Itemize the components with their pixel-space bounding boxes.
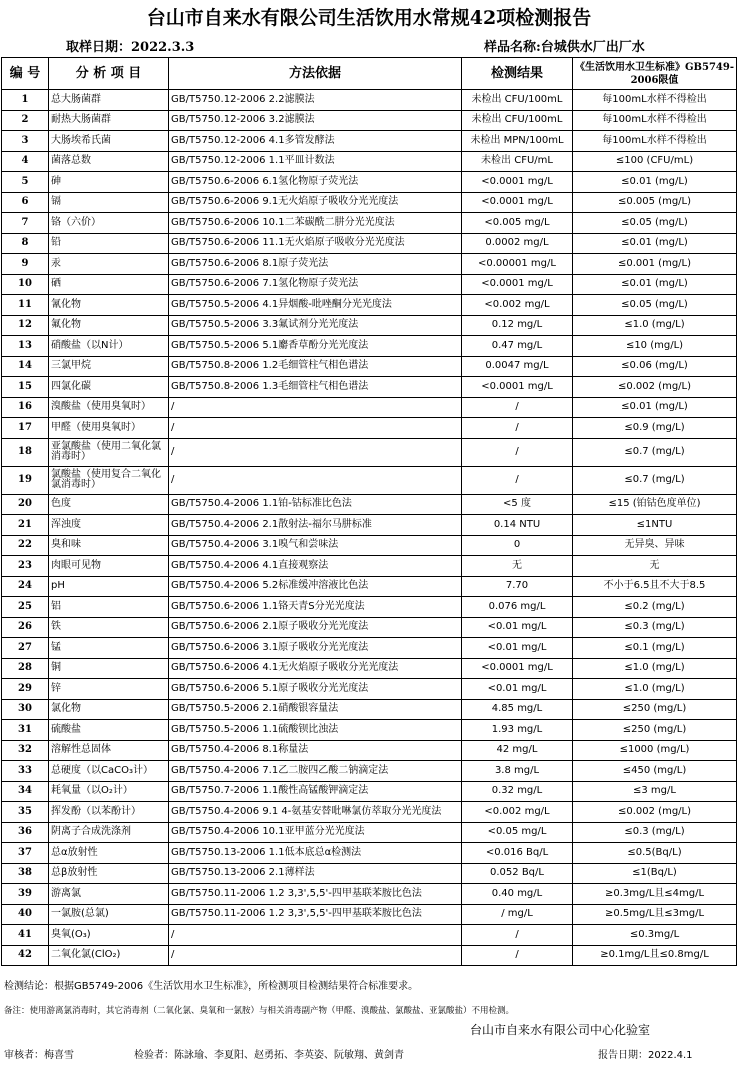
row-result: 4.85 mg/L [462,699,573,720]
row-method: GB/T5750.4-2006 1.1铂-钴标准比色法 [169,494,462,515]
row-limit: ≤1NTU [573,515,737,536]
row-limit: 每100mL水样不得检出 [573,131,737,152]
row-result: 未检出 CFU/mL [462,151,573,172]
row-method: GB/T5750.4-2006 8.1称量法 [169,740,462,761]
row-result: 3.8 mg/L [462,761,573,782]
row-result: 0.12 mg/L [462,315,573,336]
table-row [2,295,737,316]
row-result: / [462,438,573,466]
row-method: GB/T5750.6-2006 6.1氢化物原子荧光法 [169,172,462,193]
row-no: 40 [2,904,49,925]
row-item: 游离氯 [49,884,169,905]
row-item: 总硬度（以CaCO₃计） [49,761,169,782]
row-item: 二氧化氯(ClO₂) [49,945,169,966]
row-limit: 无异臭、异味 [573,535,737,556]
row-no: 4 [2,151,49,172]
row-limit: ≤450 (mg/L) [573,761,737,782]
row-limit: ≤0.7 (mg/L) [573,438,737,466]
row-no: 39 [2,884,49,905]
row-item: 铁 [49,617,169,638]
row-no: 13 [2,336,49,357]
table-row [2,466,737,494]
row-result: <0.01 mg/L [462,617,573,638]
row-item: 耗氧量（以O₂计） [49,781,169,802]
row-no: 27 [2,638,49,659]
row-item: 砷 [49,172,169,193]
row-method: GB/T5750.5-2006 3.3氟试剂分光光度法 [169,315,462,336]
row-no: 15 [2,377,49,398]
row-limit: 每100mL水样不得检出 [573,90,737,111]
row-limit: ≤0.01 (mg/L) [573,172,737,193]
table-row [2,356,737,377]
row-result: <5 度 [462,494,573,515]
row-method: GB/T5750.4-2006 2.1散射法-福尔马肼标准 [169,515,462,536]
row-item: 挥发酚（以苯酚计） [49,802,169,823]
row-result: <0.002 mg/L [462,295,573,316]
row-method: / [169,438,462,466]
table-row [2,172,737,193]
row-result: <0.016 Bq/L [462,843,573,864]
row-method: GB/T5750.5-2006 4.1异烟酸-吡唑酮分光光度法 [169,295,462,316]
table-row [2,515,737,536]
report-title: 台山市自来水有限公司生活饮用水常规42项检测报告 [146,7,592,29]
row-item: 肉眼可见物 [49,556,169,577]
row-limit: ≤0.005 (mg/L) [573,192,737,213]
row-method: GB/T5750.12-2006 4.1多管发酵法 [169,131,462,152]
row-result: <0.05 mg/L [462,822,573,843]
row-method: GB/T5750.11-2006 1.2 3,3',5,5'-四甲基联苯胺比色法 [169,904,462,925]
table-row [2,576,737,597]
row-method: GB/T5750.5-2006 5.1麝香草酚分光光度法 [169,336,462,357]
row-no: 23 [2,556,49,577]
table-row [2,438,737,466]
row-method: / [169,945,462,966]
row-method: GB/T5750.8-2006 1.3毛细管柱气相色谱法 [169,377,462,398]
row-result: / [462,466,573,494]
row-method: GB/T5750.6-2006 3.1原子吸收分光光度法 [169,638,462,659]
row-no: 9 [2,254,49,275]
row-limit: ≤3 mg/L [573,781,737,802]
row-no: 10 [2,274,49,295]
row-limit: ≤0.1 (mg/L) [573,638,737,659]
row-item: 总β放射性 [49,863,169,884]
row-no: 11 [2,295,49,316]
table-row [2,699,737,720]
row-method: GB/T5750.13-2006 2.1薄样法 [169,863,462,884]
row-limit: ≤1.0 (mg/L) [573,658,737,679]
row-limit: ≤0.06 (mg/L) [573,356,737,377]
row-item: 溴酸盐（使用臭氧时） [49,397,169,418]
row-method: GB/T5750.4-2006 7.1乙二胺四乙酸二钠滴定法 [169,761,462,782]
row-result: <0.00001 mg/L [462,254,573,275]
row-item: 硒 [49,274,169,295]
row-result: 0.14 NTU [462,515,573,536]
lab-name: 台山市自来水有限公司中心化验室 [470,1023,651,1037]
row-result: 0.32 mg/L [462,781,573,802]
row-limit: ≤0.3 (mg/L) [573,822,737,843]
row-result: <0.005 mg/L [462,213,573,234]
table-row [2,213,737,234]
row-item: 氰化物 [49,295,169,316]
row-no: 3 [2,131,49,152]
row-method: GB/T5750.6-2006 2.1原子吸收分光光度法 [169,617,462,638]
row-method: GB/T5750.7-2006 1.1酸性高锰酸钾滴定法 [169,781,462,802]
row-limit: ≥0.1mg/L且≤0.8mg/L [573,945,737,966]
row-result: 0 [462,535,573,556]
row-method: GB/T5750.4-2006 9.1 4-氨基安替吡啉氯仿萃取分光光度法 [169,802,462,823]
row-result: 未检出 CFU/100mL [462,110,573,131]
row-item: 浑浊度 [49,515,169,536]
row-item: 一氯胺(总氯) [49,904,169,925]
table-row [2,274,737,295]
row-method: GB/T5750.4-2006 10.1亚甲蓝分光光度法 [169,822,462,843]
row-result: 无 [462,556,573,577]
row-result: / [462,418,573,439]
row-method: GB/T5750.12-2006 1.1平皿计数法 [169,151,462,172]
table-row [2,904,737,925]
row-result: 0.0047 mg/L [462,356,573,377]
conclusion: 检测结论：根据GB5749-2006《生活饮用水卫生标准》，所检测项目检测结果符合标准要求。 [4,981,419,992]
table-row [2,945,737,966]
row-method: GB/T5750.4-2006 5.2标准缓冲溶液比色法 [169,576,462,597]
sampling-date: 取样日期：2022.3.3 [66,40,195,55]
row-limit: ≤10 (mg/L) [573,336,737,357]
row-method: GB/T5750.13-2006 1.1低本底总α检测法 [169,843,462,864]
row-item: 大肠埃希氏菌 [49,131,169,152]
row-no: 30 [2,699,49,720]
row-method: GB/T5750.6-2006 8.1原子荧光法 [169,254,462,275]
row-result: <0.0001 mg/L [462,192,573,213]
row-item: 氯酸盐（使用复合二氧化氯消毒时） [49,466,169,494]
table-row [2,494,737,515]
table-row [2,679,737,700]
row-no: 5 [2,172,49,193]
row-item: 锌 [49,679,169,700]
row-item: 色度 [49,494,169,515]
table-row [2,597,737,618]
row-result: <0.0001 mg/L [462,377,573,398]
row-method: GB/T5750.11-2006 1.2 3,3',5,5'-四甲基联苯胺比色法 [169,884,462,905]
header-standard: 《生活饮用水卫生标准》GB5749-2006限值 [573,58,737,90]
table-row [2,556,737,577]
row-result: / [462,945,573,966]
row-method: GB/T5750.6-2006 4.1无火焰原子吸收分光光度法 [169,658,462,679]
table-row [2,781,737,802]
row-no: 17 [2,418,49,439]
row-result: 7.70 [462,576,573,597]
row-item: 菌落总数 [49,151,169,172]
row-item: 臭和味 [49,535,169,556]
row-no: 22 [2,535,49,556]
table-row [2,638,737,659]
row-no: 42 [2,945,49,966]
row-limit: ≤0.7 (mg/L) [573,466,737,494]
table-row [2,843,737,864]
row-no: 31 [2,720,49,741]
row-item: 溶解性总固体 [49,740,169,761]
results-table [1,57,737,966]
row-limit: 不小于6.5且不大于8.5 [573,576,737,597]
table-row [2,802,737,823]
row-no: 14 [2,356,49,377]
row-result: / [462,397,573,418]
row-method: GB/T5750.4-2006 3.1嗅气和尝味法 [169,535,462,556]
row-method: GB/T5750.6-2006 1.1铬天青S分光光度法 [169,597,462,618]
row-limit: ≤1.0 (mg/L) [573,679,737,700]
table-header-row [2,58,737,90]
table-row [2,658,737,679]
row-item: pH [49,576,169,597]
row-item: 铜 [49,658,169,679]
row-item: 硝酸盐（以N计） [49,336,169,357]
row-limit: ≤15 (铂钴色度单位) [573,494,737,515]
row-limit: ≤0.001 (mg/L) [573,254,737,275]
row-result: <0.0001 mg/L [462,658,573,679]
row-result: 0.40 mg/L [462,884,573,905]
row-item: 甲醛（使用臭氧时） [49,418,169,439]
row-result: 0.47 mg/L [462,336,573,357]
row-no: 2 [2,110,49,131]
row-limit: ≤0.05 (mg/L) [573,295,737,316]
row-limit: ≤1.0 (mg/L) [573,315,737,336]
row-result: <0.01 mg/L [462,679,573,700]
row-result: 未检出 MPN/100mL [462,131,573,152]
row-no: 21 [2,515,49,536]
row-no: 37 [2,843,49,864]
row-limit: ≤0.01 (mg/L) [573,233,737,254]
row-result: <0.0001 mg/L [462,172,573,193]
row-result: 未检出 CFU/100mL [462,90,573,111]
table-row [2,884,737,905]
row-item: 铅 [49,233,169,254]
row-method: / [169,466,462,494]
row-result: <0.002 mg/L [462,802,573,823]
row-no: 8 [2,233,49,254]
row-method: / [169,418,462,439]
table-row [2,377,737,398]
row-limit: ≤0.002 (mg/L) [573,377,737,398]
row-no: 41 [2,925,49,946]
table-row [2,535,737,556]
table-row [2,131,737,152]
reviewer: 审核者：梅喜雪 [4,1050,74,1061]
table-row [2,254,737,275]
row-limit: ≤0.3 (mg/L) [573,617,737,638]
table-row [2,761,737,782]
row-method: GB/T5750.6-2006 9.1无火焰原子吸收分光光度法 [169,192,462,213]
row-limit: ≤0.5(Bq/L) [573,843,737,864]
row-limit: 每100mL水样不得检出 [573,110,737,131]
row-item: 亚氯酸盐（使用二氧化氯消毒时） [49,438,169,466]
row-result: / [462,925,573,946]
row-limit: ≤0.002 (mg/L) [573,802,737,823]
row-limit: ≤0.2 (mg/L) [573,597,737,618]
header-method: 方法依据 [169,58,462,90]
row-no: 36 [2,822,49,843]
table-row [2,233,737,254]
row-limit: ≤250 (mg/L) [573,720,737,741]
row-limit: ≤0.9 (mg/L) [573,418,737,439]
report-date: 报告日期：2022.4.1 [598,1050,693,1061]
row-limit: ≤0.3mg/L [573,925,737,946]
row-no: 32 [2,740,49,761]
row-method: / [169,925,462,946]
row-no: 29 [2,679,49,700]
row-no: 6 [2,192,49,213]
row-method: GB/T5750.6-2006 11.1无火焰原子吸收分光光度法 [169,233,462,254]
row-method: / [169,397,462,418]
row-item: 臭氧(O₃) [49,925,169,946]
header-no: 编 号 [2,58,49,90]
row-no: 26 [2,617,49,638]
row-no: 18 [2,438,49,466]
row-result: 1.93 mg/L [462,720,573,741]
row-limit: 无 [573,556,737,577]
row-no: 28 [2,658,49,679]
table-row [2,151,737,172]
row-result: <0.0001 mg/L [462,274,573,295]
row-result: / mg/L [462,904,573,925]
row-method: GB/T5750.6-2006 10.1二苯碳酰二肼分光光度法 [169,213,462,234]
row-limit: ≤0.01 (mg/L) [573,397,737,418]
row-result: 0.0002 mg/L [462,233,573,254]
row-method: GB/T5750.12-2006 3.2滤膜法 [169,110,462,131]
row-item: 镉 [49,192,169,213]
row-item: 铬（六价） [49,213,169,234]
table-row [2,90,737,111]
table-row [2,315,737,336]
row-item: 总大肠菌群 [49,90,169,111]
row-limit: ≤0.05 (mg/L) [573,213,737,234]
table-body [2,90,737,966]
row-limit: ≥0.5mg/L且≤3mg/L [573,904,737,925]
row-no: 34 [2,781,49,802]
row-result: 42 mg/L [462,740,573,761]
row-no: 12 [2,315,49,336]
header-item: 分 析 项 目 [49,58,169,90]
row-item: 氟化物 [49,315,169,336]
table-row [2,336,737,357]
row-no: 7 [2,213,49,234]
row-item: 耐热大肠菌群 [49,110,169,131]
row-no: 25 [2,597,49,618]
row-item: 锰 [49,638,169,659]
table-row [2,720,737,741]
row-item: 总α放射性 [49,843,169,864]
row-item: 四氯化碳 [49,377,169,398]
row-method: GB/T5750.4-2006 4.1直接观察法 [169,556,462,577]
table-row [2,110,737,131]
row-limit: ≤0.01 (mg/L) [573,274,737,295]
row-method: GB/T5750.5-2006 1.1硫酸钡比浊法 [169,720,462,741]
row-item: 汞 [49,254,169,275]
row-result: 0.076 mg/L [462,597,573,618]
row-no: 20 [2,494,49,515]
row-item: 氯化物 [49,699,169,720]
table-row [2,822,737,843]
row-no: 38 [2,863,49,884]
row-method: GB/T5750.5-2006 2.1硝酸银容量法 [169,699,462,720]
row-item: 阴离子合成洗涤剂 [49,822,169,843]
header-result: 检测结果 [462,58,573,90]
row-limit: ≤100 (CFU/mL) [573,151,737,172]
row-limit: ≤1(Bq/L) [573,863,737,884]
table-row [2,397,737,418]
sample-name: 样品名称:台城供水厂出厂水 [484,40,645,55]
row-item: 硫酸盐 [49,720,169,741]
table-row [2,863,737,884]
row-no: 1 [2,90,49,111]
table-row [2,418,737,439]
row-no: 16 [2,397,49,418]
row-method: GB/T5750.8-2006 1.2毛细管柱气相色谱法 [169,356,462,377]
row-no: 33 [2,761,49,782]
row-no: 24 [2,576,49,597]
row-no: 19 [2,466,49,494]
inspectors: 检验者：陈詠瑜、李夏阳、赵勇拓、李英姿、阮敏翔、黄剑青 [134,1050,404,1061]
row-item: 三氯甲烷 [49,356,169,377]
table-row [2,925,737,946]
row-no: 35 [2,802,49,823]
row-item: 铝 [49,597,169,618]
table-row [2,192,737,213]
table-row [2,740,737,761]
row-limit: ≥0.3mg/L且≤4mg/L [573,884,737,905]
row-method: GB/T5750.6-2006 5.1原子吸收分光光度法 [169,679,462,700]
row-method: GB/T5750.12-2006 2.2滤膜法 [169,90,462,111]
note: 备注：使用游离氯消毒时，其它消毒剂（二氧化氯、臭氧和一氯胺）与相关消毒副产物（甲醛、溴酸盐、氯酸盐、亚氯酸盐）不用检测。 [4,1006,515,1016]
row-result: 0.052 Bq/L [462,863,573,884]
row-result: <0.01 mg/L [462,638,573,659]
row-method: GB/T5750.6-2006 7.1氢化物原子荧光法 [169,274,462,295]
row-limit: ≤1000 (mg/L) [573,740,737,761]
row-limit: ≤250 (mg/L) [573,699,737,720]
table-row [2,617,737,638]
